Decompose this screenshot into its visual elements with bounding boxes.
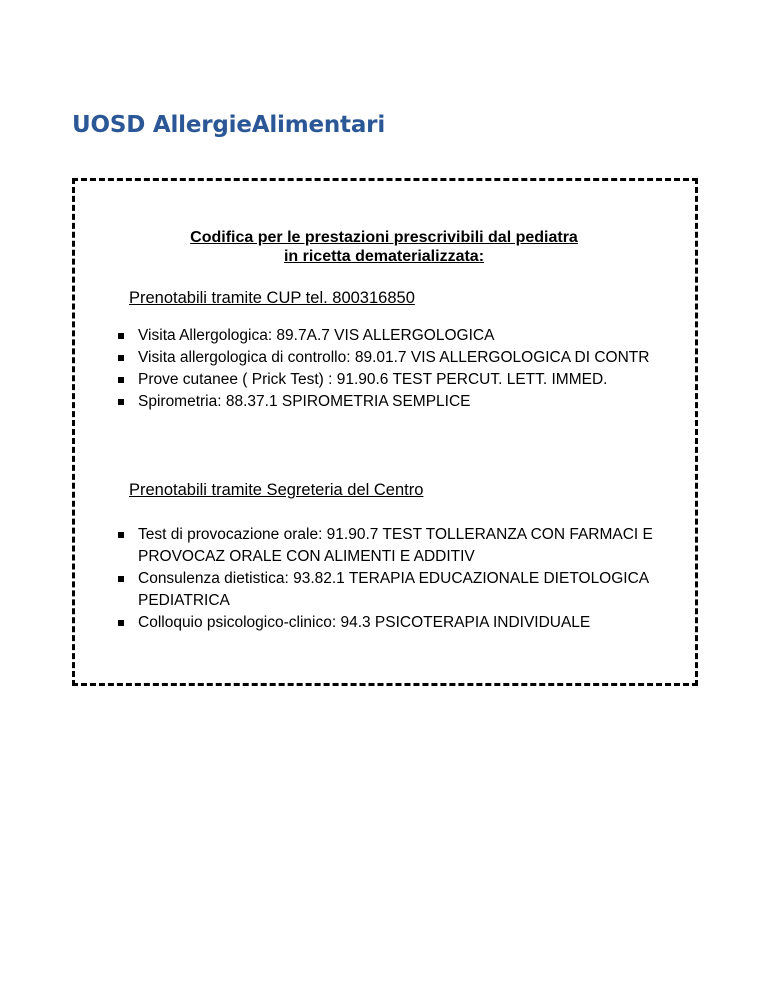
square-bullet-icon xyxy=(118,576,124,582)
section-title-segreteria: Prenotabili tramite Segreteria del Centro xyxy=(129,481,424,499)
box-heading xyxy=(0,228,768,266)
service-list-cup xyxy=(118,325,678,413)
list-item-text: Colloquio psicologico-clinico: 94.3 PSICOTERAPIA INDIVIDUALE xyxy=(138,614,591,631)
section-title-cup: Prenotabili tramite CUP tel. 800316850 xyxy=(129,289,415,307)
square-bullet-icon xyxy=(118,333,124,339)
list-item xyxy=(118,391,678,413)
list-item xyxy=(118,369,678,391)
square-bullet-icon xyxy=(118,532,124,538)
square-bullet-icon xyxy=(118,377,124,383)
list-item-text: Visita allergologica di controllo: 89.01.7 VIS ALLERGOLOGICA DI CONTR xyxy=(138,349,650,366)
box-heading-line-1: Codifica per le prestazioni prescrivibili dal pediatra xyxy=(190,229,578,246)
page-title: UOSD AllergieAlimentari xyxy=(72,112,385,138)
list-item xyxy=(118,347,678,369)
list-item xyxy=(118,524,678,568)
square-bullet-icon xyxy=(118,355,124,361)
list-item-text: Spirometria: 88.37.1 SPIROMETRIA SEMPLICE xyxy=(138,393,471,410)
list-item-text: Test di provocazione orale: 91.90.7 TEST TOLLERANZA CON FARMACI E PROVOCAZ ORALE CON ALIMENTI E ADDITIV xyxy=(138,526,653,565)
service-list-segreteria xyxy=(118,524,678,634)
list-item-text: Consulenza dietistica: 93.82.1 TERAPIA EDUCAZIONALE DIETOLOGICA PEDIATRICA xyxy=(138,570,649,609)
list-item xyxy=(118,612,678,634)
list-item-text: Visita Allergologica: 89.7A.7 VIS ALLERGOLOGICA xyxy=(138,327,495,344)
list-item xyxy=(118,568,678,612)
list-item xyxy=(118,325,678,347)
square-bullet-icon xyxy=(118,399,124,405)
box-heading-line-2: in ricetta dematerializzata: xyxy=(283,248,485,265)
square-bullet-icon xyxy=(118,620,124,626)
list-item-text: Prove cutanee ( Prick Test) : 91.90.6 TEST PERCUT. LETT. IMMED. xyxy=(138,371,608,388)
